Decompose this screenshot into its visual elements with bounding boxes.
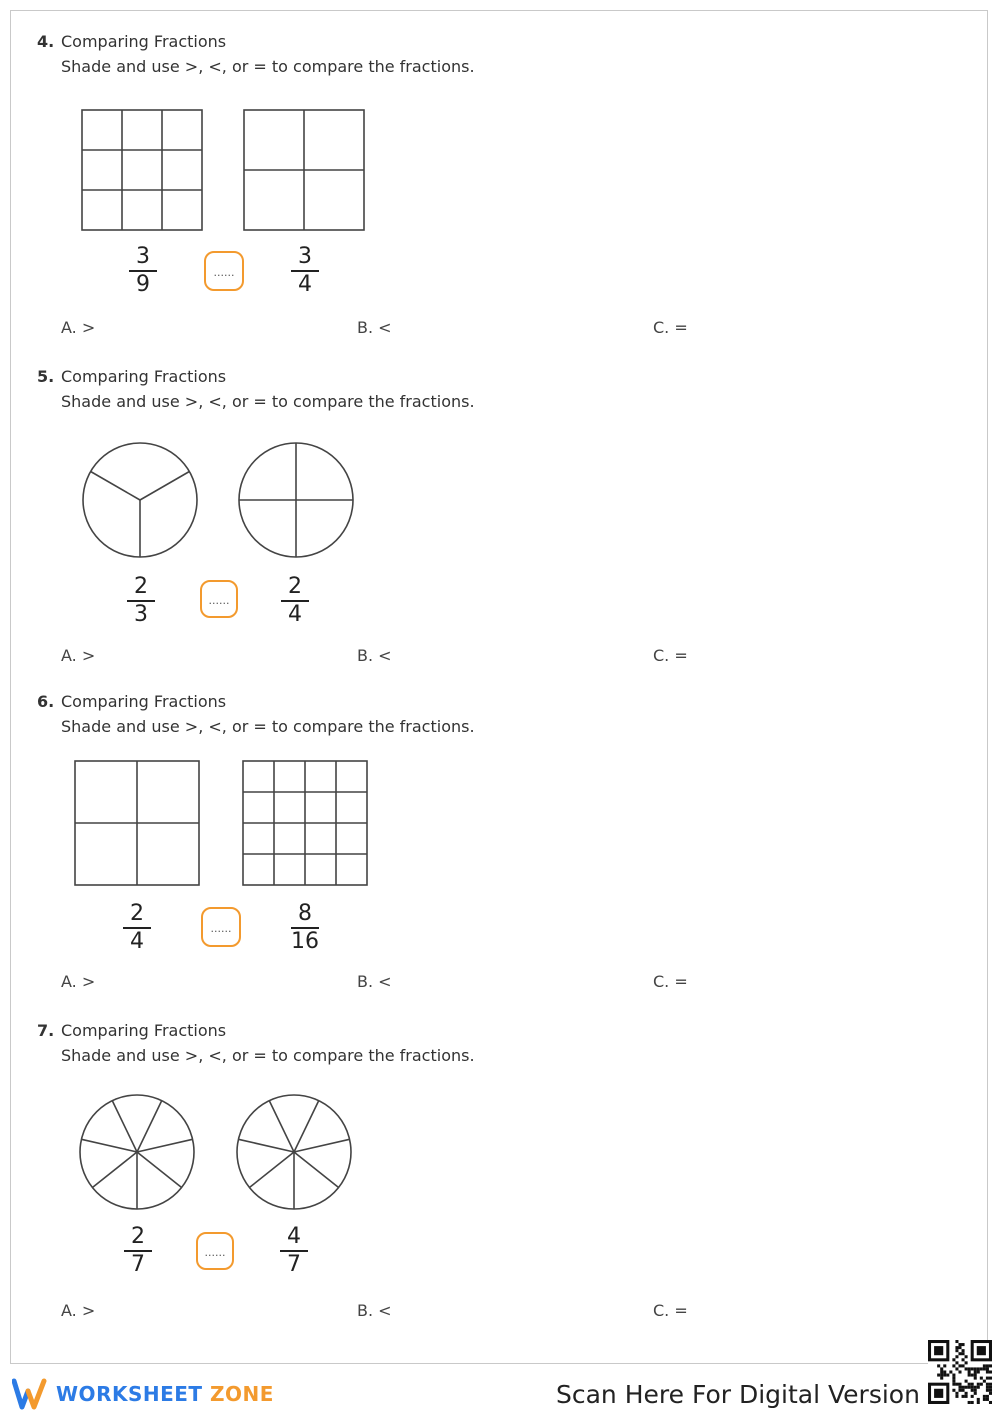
qr-module xyxy=(971,1383,974,1386)
option-b[interactable]: B. < xyxy=(357,646,392,665)
fraction-numerator: 3 xyxy=(298,244,312,269)
qr-module xyxy=(980,1367,983,1370)
fraction-denominator: 4 xyxy=(288,602,302,627)
question-title: Comparing Fractions xyxy=(61,32,227,51)
qr-module xyxy=(965,1355,968,1358)
qr-module xyxy=(955,1367,958,1370)
qr-module xyxy=(965,1395,968,1398)
option-a[interactable]: A. > xyxy=(61,972,96,991)
question-header xyxy=(37,691,226,713)
qr-module xyxy=(983,1364,986,1367)
qr-module xyxy=(958,1386,961,1389)
qr-module xyxy=(955,1349,958,1352)
qr-module xyxy=(940,1367,943,1370)
qr-module xyxy=(974,1386,977,1389)
qr-module xyxy=(965,1367,968,1370)
qr-module xyxy=(983,1367,986,1370)
qr-module xyxy=(971,1374,974,1377)
qr-module xyxy=(989,1370,992,1373)
qr-module xyxy=(968,1374,971,1377)
qr-module xyxy=(977,1383,980,1386)
qr-module xyxy=(986,1377,989,1380)
option-a[interactable]: A. > xyxy=(61,646,96,665)
qr-module xyxy=(989,1377,992,1380)
qr-module xyxy=(983,1380,986,1383)
worksheet-page xyxy=(10,10,988,1364)
fraction-numerator: 2 xyxy=(131,1224,145,1249)
brand-name-part1: WORKSHEET xyxy=(56,1382,203,1406)
right-fraction xyxy=(285,902,325,954)
option-c[interactable]: C. = xyxy=(653,1301,688,1320)
qr-module xyxy=(955,1361,958,1364)
qr-module xyxy=(946,1374,949,1377)
qr-module xyxy=(974,1370,977,1373)
question-6 xyxy=(11,691,989,1011)
logo-mark-icon xyxy=(12,1377,48,1411)
qr-module xyxy=(955,1383,958,1386)
option-c[interactable]: C. = xyxy=(653,972,688,991)
qr-module xyxy=(980,1377,983,1380)
qr-module xyxy=(983,1395,986,1398)
right-fraction xyxy=(275,575,315,627)
grid-outline xyxy=(82,110,202,230)
question-header xyxy=(37,31,226,53)
fraction-denominator: 7 xyxy=(287,1252,301,1277)
qr-module xyxy=(955,1346,958,1349)
qr-module xyxy=(977,1370,980,1373)
brand-name-part2: ZONE xyxy=(210,1382,274,1406)
question-header xyxy=(37,366,226,388)
qr-module xyxy=(940,1370,943,1373)
qr-module xyxy=(952,1389,955,1392)
comparison-answer-box[interactable]: ...... xyxy=(201,907,241,947)
qr-module xyxy=(974,1367,977,1370)
circle-divider xyxy=(92,1152,137,1188)
question-7 xyxy=(11,1020,989,1340)
qr-finder xyxy=(934,1346,943,1355)
circle-divider xyxy=(294,1152,339,1188)
qr-module xyxy=(986,1395,989,1398)
option-b[interactable]: B. < xyxy=(357,972,392,991)
fraction-denominator: 7 xyxy=(131,1252,145,1277)
comparison-answer-box[interactable]: ...... xyxy=(200,580,238,618)
qr-module xyxy=(962,1364,965,1367)
option-a[interactable]: A. > xyxy=(61,1301,96,1320)
option-b[interactable]: B. < xyxy=(357,318,392,337)
qr-module xyxy=(958,1364,961,1367)
left-fraction xyxy=(117,902,157,954)
qr-module xyxy=(943,1370,946,1373)
circle-divider xyxy=(137,1152,182,1188)
qr-code-icon[interactable] xyxy=(928,1340,992,1404)
qr-module xyxy=(958,1343,961,1346)
qr-module xyxy=(952,1380,955,1383)
fraction-denominator: 4 xyxy=(298,272,312,297)
qr-module xyxy=(962,1358,965,1361)
right-fraction xyxy=(274,1225,314,1277)
qr-module xyxy=(974,1374,977,1377)
qr-module xyxy=(962,1349,965,1352)
qr-module xyxy=(955,1340,958,1343)
qr-module xyxy=(968,1401,971,1404)
qr-module xyxy=(952,1374,955,1377)
qr-module xyxy=(977,1398,980,1401)
right-fraction-shape[interactable] xyxy=(243,109,365,231)
qr-module xyxy=(965,1380,968,1383)
qr-module xyxy=(989,1392,992,1395)
question-title: Comparing Fractions xyxy=(61,692,227,711)
qr-module xyxy=(943,1364,946,1367)
question-title: Comparing Fractions xyxy=(61,1021,227,1040)
qr-module xyxy=(971,1389,974,1392)
fraction-numerator: 4 xyxy=(287,1224,301,1249)
qr-module xyxy=(971,1386,974,1389)
qr-module xyxy=(968,1367,971,1370)
circle-divider xyxy=(112,1101,137,1152)
qr-finder xyxy=(934,1389,943,1398)
qr-module xyxy=(949,1370,952,1373)
qr-module xyxy=(986,1370,989,1373)
qr-module xyxy=(977,1367,980,1370)
brand-name xyxy=(56,1382,274,1406)
circle-divider xyxy=(238,1139,294,1152)
question-number: 6. xyxy=(37,692,55,711)
question-4 xyxy=(11,31,989,351)
comparison-answer-box[interactable]: ...... xyxy=(196,1232,234,1270)
qr-module xyxy=(971,1401,974,1404)
fraction-numerator: 3 xyxy=(136,244,150,269)
question-number: 7. xyxy=(37,1021,55,1040)
qr-module xyxy=(989,1401,992,1404)
circle-divider xyxy=(269,1101,294,1152)
circle-divider xyxy=(137,1101,162,1152)
left-fraction xyxy=(123,245,163,297)
left-fraction xyxy=(121,575,161,627)
qr-finder xyxy=(977,1346,986,1355)
qr-module xyxy=(955,1392,958,1395)
qr-module xyxy=(952,1377,955,1380)
question-instruction: Shade and use >, <, or = to compare the fractions. xyxy=(61,57,475,76)
question-number: 4. xyxy=(37,32,55,51)
circle-divider xyxy=(249,1152,294,1188)
question-instruction: Shade and use >, <, or = to compare the fractions. xyxy=(61,717,475,736)
fraction-numerator: 2 xyxy=(134,574,148,599)
left-fraction-shape[interactable] xyxy=(78,1093,196,1211)
qr-module xyxy=(986,1389,989,1392)
fraction-numerator: 8 xyxy=(298,901,312,926)
option-c[interactable]: C. = xyxy=(653,646,688,665)
qr-module xyxy=(962,1343,965,1346)
qr-module xyxy=(989,1386,992,1389)
right-fraction xyxy=(285,245,325,297)
qr-module xyxy=(986,1364,989,1367)
question-header xyxy=(37,1020,226,1042)
qr-module xyxy=(989,1389,992,1392)
qr-module xyxy=(965,1392,968,1395)
qr-module xyxy=(977,1386,980,1389)
qr-module xyxy=(937,1364,940,1367)
left-fraction-shape[interactable] xyxy=(74,760,200,886)
qr-module xyxy=(962,1395,965,1398)
fraction-numerator: 2 xyxy=(130,901,144,926)
qr-module xyxy=(989,1364,992,1367)
qr-module xyxy=(958,1346,961,1349)
qr-module xyxy=(974,1392,977,1395)
qr-module xyxy=(952,1383,955,1386)
option-c[interactable]: C. = xyxy=(653,318,688,337)
qr-module xyxy=(965,1386,968,1389)
qr-module xyxy=(943,1374,946,1377)
qr-module xyxy=(986,1398,989,1401)
qr-module xyxy=(965,1361,968,1364)
qr-module xyxy=(962,1389,965,1392)
qr-module xyxy=(955,1355,958,1358)
qr-module xyxy=(968,1383,971,1386)
qr-module xyxy=(958,1383,961,1386)
qr-module xyxy=(952,1364,955,1367)
qr-module xyxy=(940,1377,943,1380)
qr-module xyxy=(958,1389,961,1392)
qr-module xyxy=(986,1383,989,1386)
qr-module xyxy=(989,1383,992,1386)
scan-instruction: Scan Here For Digital Version xyxy=(556,1380,920,1409)
question-number: 5. xyxy=(37,367,55,386)
qr-module xyxy=(974,1377,977,1380)
qr-module xyxy=(958,1370,961,1373)
circle-divider xyxy=(140,472,189,501)
fraction-denominator: 4 xyxy=(130,929,144,954)
right-fraction-shape[interactable] xyxy=(237,441,355,559)
fraction-denominator: 3 xyxy=(134,602,148,627)
right-fraction-shape[interactable] xyxy=(242,760,368,886)
circle-divider xyxy=(91,472,140,501)
qr-module xyxy=(962,1352,965,1355)
qr-module xyxy=(986,1386,989,1389)
qr-module xyxy=(937,1374,940,1377)
qr-module xyxy=(968,1386,971,1389)
comparison-answer-box[interactable]: ...... xyxy=(204,251,244,291)
question-5 xyxy=(11,366,989,686)
question-instruction: Shade and use >, <, or = to compare the fractions. xyxy=(61,1046,475,1065)
qr-module xyxy=(986,1367,989,1370)
option-a[interactable]: A. > xyxy=(61,318,96,337)
worksheetzone-logo[interactable] xyxy=(12,1376,274,1412)
option-b[interactable]: B. < xyxy=(357,1301,392,1320)
question-instruction: Shade and use >, <, or = to compare the fractions. xyxy=(61,392,475,411)
qr-module xyxy=(955,1395,958,1398)
question-title: Comparing Fractions xyxy=(61,367,227,386)
left-fraction xyxy=(118,1225,158,1277)
circle-divider xyxy=(294,1139,350,1152)
qr-module xyxy=(974,1389,977,1392)
qr-module xyxy=(952,1358,955,1361)
qr-module xyxy=(968,1370,971,1373)
left-fraction-shape[interactable] xyxy=(81,109,203,231)
circle-divider xyxy=(81,1139,137,1152)
qr-module xyxy=(940,1374,943,1377)
qr-module xyxy=(958,1352,961,1355)
circle-divider xyxy=(294,1101,319,1152)
qr-module xyxy=(971,1395,974,1398)
qr-module xyxy=(977,1401,980,1404)
fraction-numerator: 2 xyxy=(288,574,302,599)
right-fraction-shape[interactable] xyxy=(235,1093,353,1211)
left-fraction-shape[interactable] xyxy=(81,441,199,559)
circle-divider xyxy=(137,1139,193,1152)
fraction-denominator: 16 xyxy=(291,929,319,954)
qr-module xyxy=(983,1398,986,1401)
fraction-denominator: 9 xyxy=(136,272,150,297)
qr-module xyxy=(980,1383,983,1386)
qr-module xyxy=(962,1386,965,1389)
qr-module xyxy=(971,1367,974,1370)
